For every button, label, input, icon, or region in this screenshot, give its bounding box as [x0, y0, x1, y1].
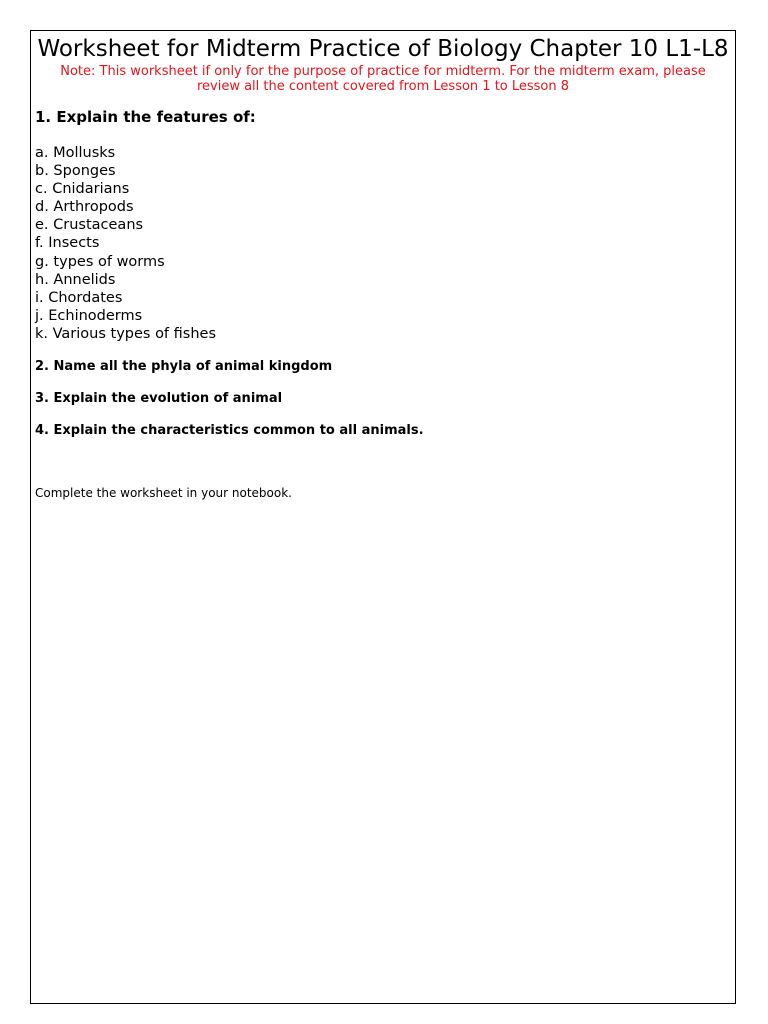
- question-3: 3. Explain the evolution of animal: [35, 391, 283, 406]
- list-item: j. Echinoderms: [35, 307, 143, 324]
- list-item: a. Mollusks: [35, 145, 116, 161]
- list-item: c. Cnidarians: [35, 181, 130, 198]
- features-list: [35, 144, 216, 343]
- footer-instruction: Complete the worksheet in your notebook.: [35, 486, 292, 500]
- practice-note: Note: This worksheet if only for the purpose of practice for midterm. For the midterm exam, please review all the content covered from Lesson 1 to Lesson 8: [60, 64, 706, 94]
- list-item: e. Crustaceans: [35, 217, 144, 234]
- list-item: i. Chordates: [35, 289, 123, 306]
- question-2: 2. Name all the phyla of animal kingdom: [35, 359, 333, 374]
- list-item: k. Various types of fishes: [35, 325, 217, 342]
- question-4: 4. Explain the characteristics common to all animals.: [35, 423, 424, 438]
- list-item: f. Insects: [35, 235, 100, 252]
- worksheet-title: Worksheet for Midterm Practice of Biology Chapter 10 L1-L8: [37, 36, 729, 62]
- list-item: g. types of worms: [35, 253, 165, 270]
- worksheet-page: [30, 30, 736, 1004]
- list-item: b. Sponges: [35, 163, 116, 180]
- question-1: 1. Explain the features of:: [35, 108, 256, 126]
- list-item: d. Arthropods: [35, 199, 134, 216]
- list-item: h. Annelids: [35, 271, 116, 288]
